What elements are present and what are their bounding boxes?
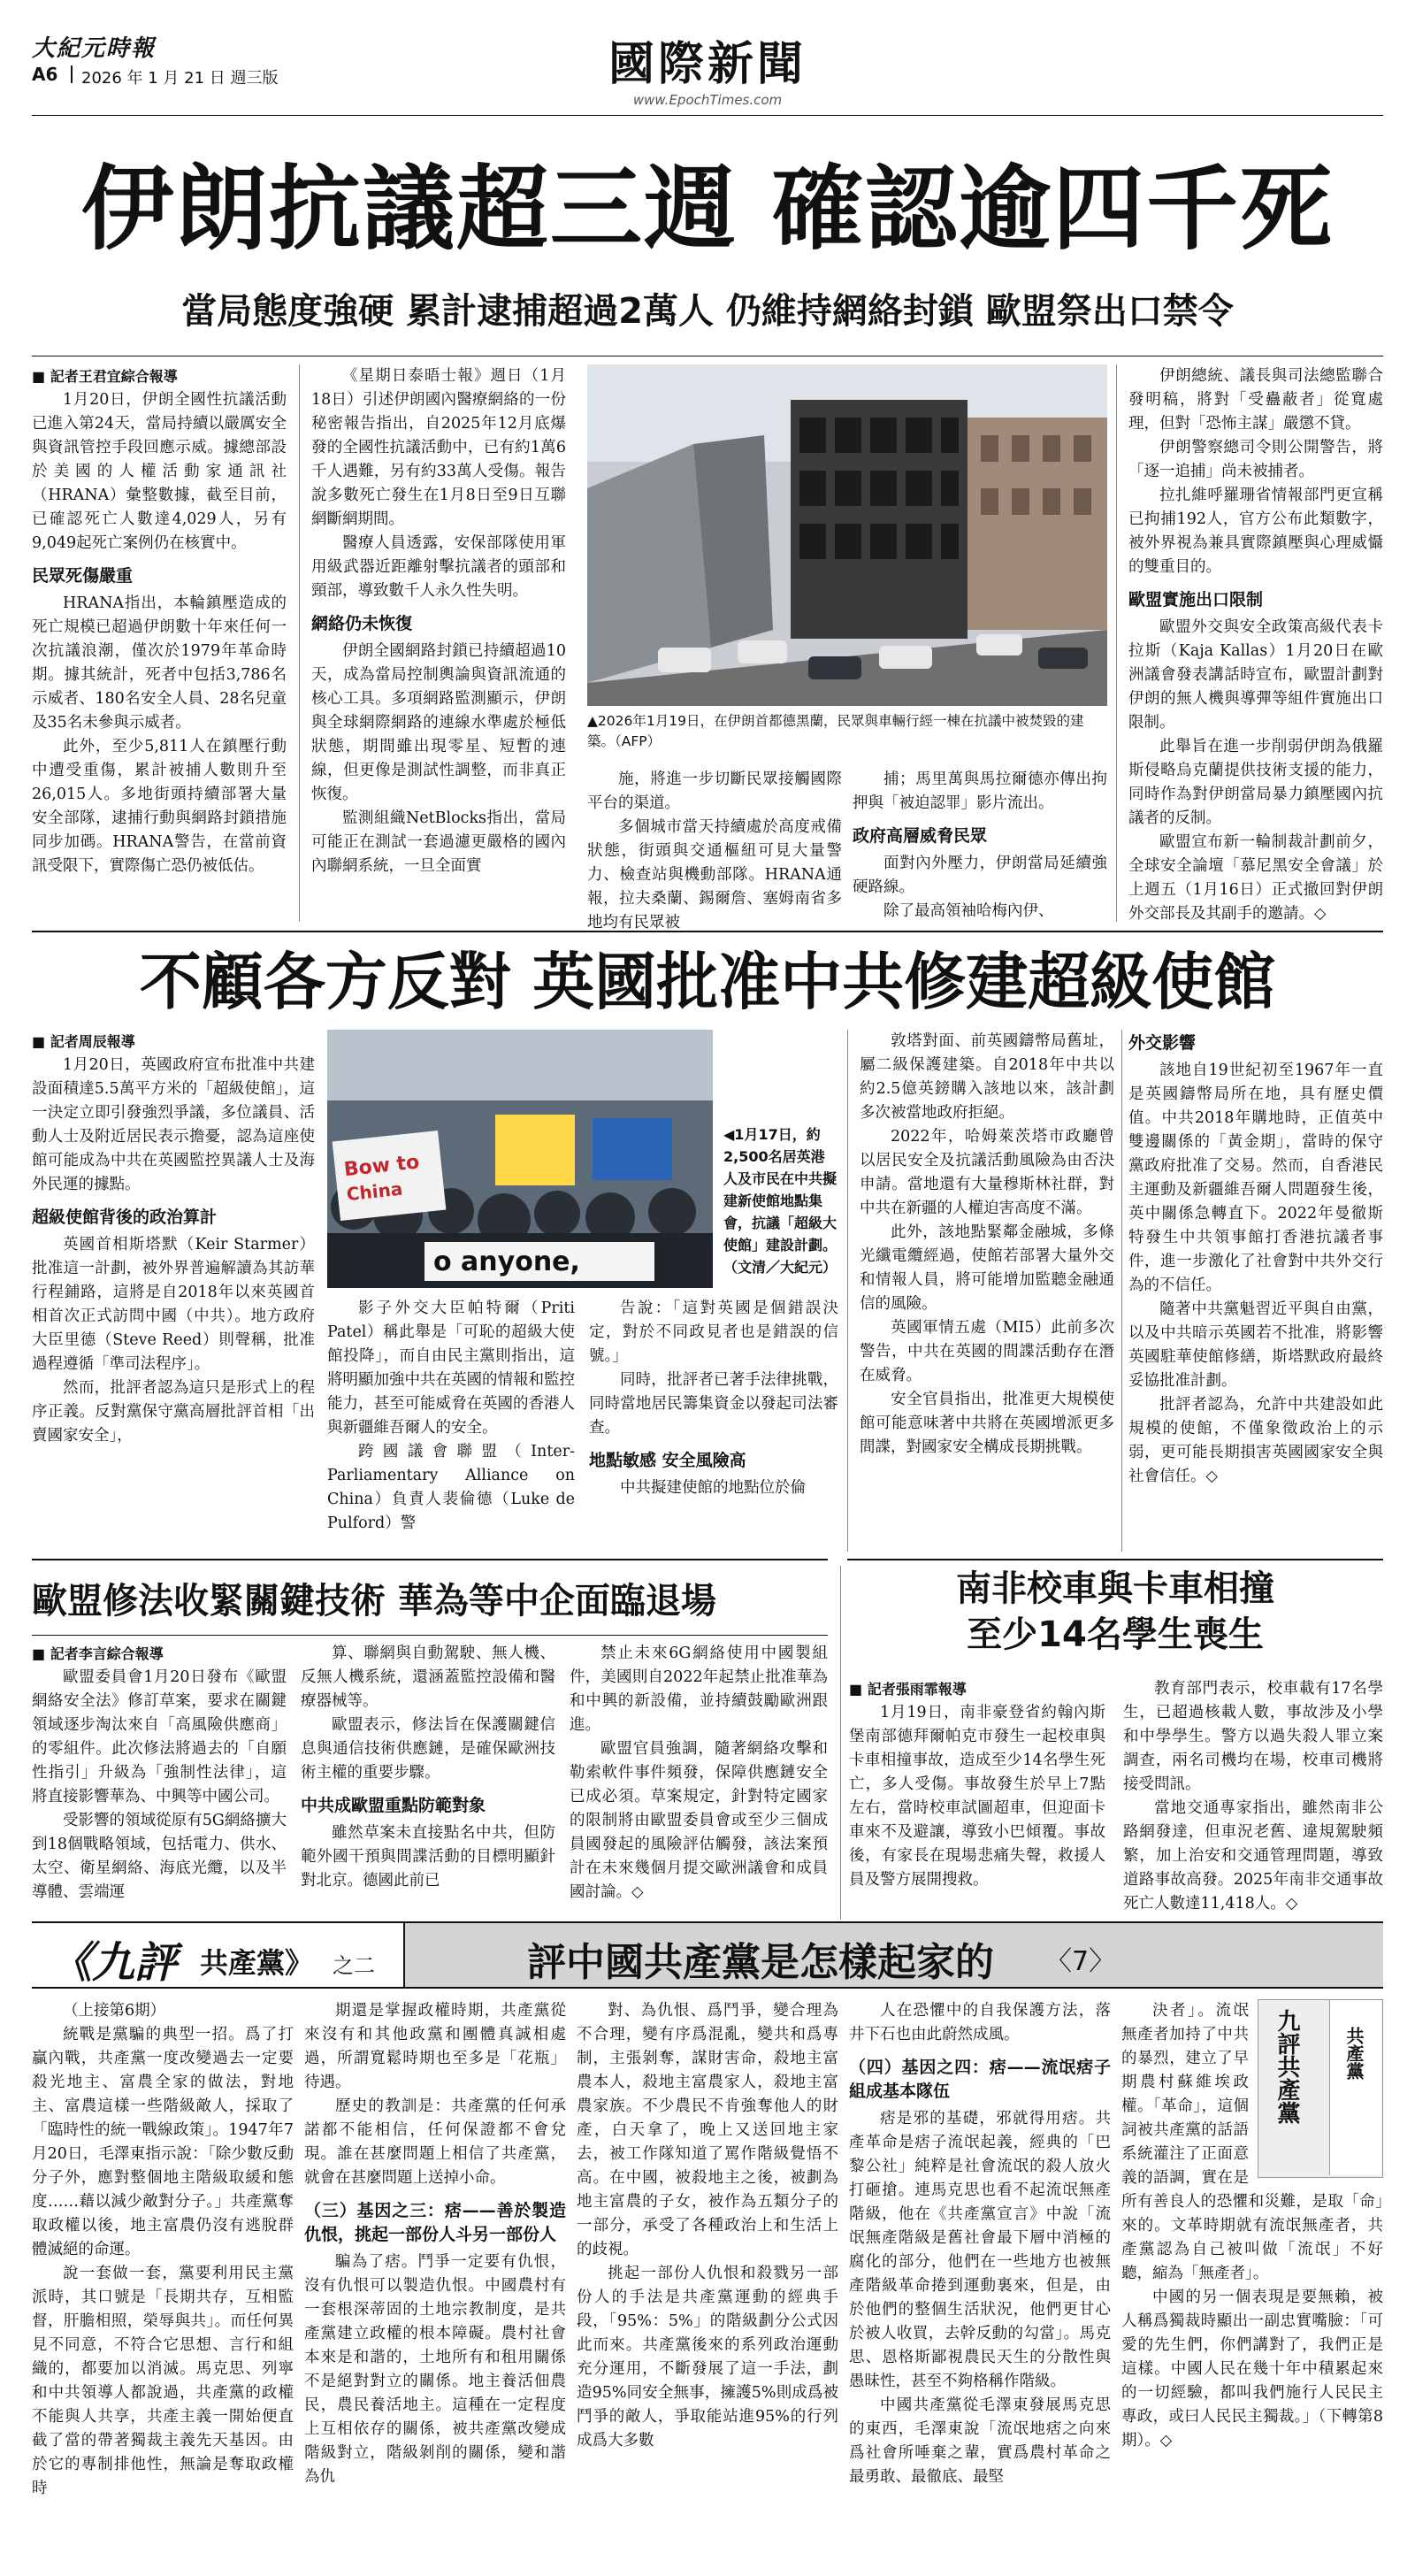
paragraph: 《星期日泰晤士報》週日（1月18日）引述伊朗國內醫療網絡的一份秘密報告指出，自2025年12月底爆發的全國性抗議活動中，已有約1萬6千人遇難，另有約33萬人受傷。報告說多數死亡發生在1月8日至9日互聯網斷網期間。 xyxy=(311,367,566,528)
paragraph: 敦塔對面、前英國鑄幣局舊址，屬二級保護建築。自2018年中共以約2.5億英鎊購入該地以來，該計劃多次被當地政府拒絕。 xyxy=(860,1032,1114,1122)
paragraph: 除了最高領袖哈梅內伊、 xyxy=(883,902,1054,920)
series-title: 評中國共產黨是怎樣起家的 xyxy=(527,1940,994,1985)
column-divider xyxy=(847,1030,848,1552)
paragraph: 該地自19世紀初至1967年一直是英國鑄幣局所在地，具有歷史價值。中共2018年購地時，正值英中雙邊關係的「黃金期」，當時的保守黨政府批准了交易。然而，自香港民主運動及新疆維吾爾人問題發生後，英中關係急轉直下。2022年曼徹斯特發生中共領事館打香港抗議者事件，進一步激化了社會對中共外交行為的不信任。 xyxy=(1128,1062,1383,1294)
paragraph: 拉扎維呼羅珊省情報部門更宣稱已拘捕192人，官方公布此類數字，被外界視為兼具實際鎮壓與心理威懾的雙重目的。 xyxy=(1128,487,1383,576)
paragraph: 此外，該地點緊鄰金融城，多條光纖電纜經過，使館若部署大量外交和情報人員，將可能增加監聽金融通信的風險。 xyxy=(860,1223,1114,1313)
story1-subhead: 當局態度強硬 累計逮捕超過2萬人 仍維持網絡封鎖 歐盟祭出口禁令 xyxy=(181,291,1234,332)
paragraph: 此外，至少5,811人在鎮壓行動中遭受重傷，累計被捕人數則升至26,015人。多地街頭持續部署大量安全部隊，逮捕行動與網路封鎖措施同步加碼。HRANA警告，在當前資訊受限下，實際傷亡恐仍被低估。 xyxy=(32,738,287,875)
paragraph: （上接第6期） xyxy=(63,2002,166,2020)
story2-col3 xyxy=(589,1297,838,1552)
paragraph: 統戰是黨騙的典型一招。爲了打贏內戰，共產黨一度改變過去一定要殺光地主、富農全家的做法，對地主、富農這樣一些階級敵人，採取了「臨時性的統一戰線政策」。1947年7月20日，毛澤東指示說：「除少數反動分子外，應對整個地主階級取緩和態度……藉以減少敵對分子。」共產黨奪取政權以後，地主富農仍沒有逃脫群體滅絕的命運。 xyxy=(32,2026,294,2258)
paragraph: 算、聯網與自動駕駛、無人機、反無人機系統，還涵蓋監控設備和醫療器械等。 xyxy=(301,1644,555,1710)
column-divider xyxy=(1116,364,1117,922)
svg-text:Bow to: Bow to xyxy=(342,1151,421,1182)
divider-bar xyxy=(71,65,73,83)
series-col5 xyxy=(1121,1999,1383,2565)
paragraph: 英國首相斯塔默（Keir Starmer）批准這一計劃，被外界普遍解讀為其訪華行程鋪路，這將是自2018年以來英國首相首次正式訪問中國（中共）。地方政府大臣里德（Steve Reed）則聲稱，批准過程遵循「準司法程序」。 xyxy=(32,1236,315,1373)
story2-col5 xyxy=(1128,1030,1383,1552)
paragraph: 受影響的領域從原有5G網絡擴大到18個戰略領域，包括電力、供水、太空、衛星網絡、海底光纜，以及半導體、雲端運 xyxy=(32,1812,287,1901)
svg-text:China: China xyxy=(345,1177,404,1206)
svg-text:o anyone,: o anyone, xyxy=(433,1246,580,1277)
paragraph: 歐盟外交與安全政策高級代表卡拉斯（Kaja Kallas）1月20日在歐洲議會發表講話時宣布，歐盟計劃對伊朗的無人機與導彈等組件實施出口限制。 xyxy=(1128,618,1383,732)
paragraph: 面對內外壓力，伊朗當局延續強硬路線。 xyxy=(853,855,1107,896)
story3-col1 xyxy=(32,1642,287,1907)
story1-col2 xyxy=(311,364,566,922)
subheading: 政府高層威脅民眾 xyxy=(853,826,988,846)
paragraph: 告說：「這對英國是個錯誤決定，對於不同政見者也是錯誤的信號。」 xyxy=(589,1300,838,1365)
story2-photo-caption: ◀1月17日，約2,500名居英港人及市民在中共擬建新使館地點集會，抗議「超級大使館」建設計劃。（文清／大紀元） xyxy=(723,1126,838,1276)
paragraph: 中共擬建使館的地點位於倫 xyxy=(620,1479,806,1497)
byline: ■ 記者張雨霏報導 xyxy=(849,1677,1105,1701)
story4-headline-line1: 南非校車與卡車相撞 xyxy=(956,1568,1274,1609)
story4-col1 xyxy=(849,1677,1105,1907)
story1-col3 xyxy=(587,768,842,932)
series-col2 xyxy=(304,1999,566,2565)
paragraph: 禁止未來6G網絡使用中國製組件，美國則自2022年起禁止批准華為和中興的新設備，並持續鼓勵歐洲跟進。 xyxy=(570,1644,828,1734)
series-logo xyxy=(32,1923,405,1987)
paragraph: 安全官員指出，批准更大規模使館可能意味著中共將在英國增派更多間諜，對國家安全構成長期挑戰。 xyxy=(860,1391,1114,1456)
subheading: 歐盟實施出口限制 xyxy=(1128,590,1264,610)
website[interactable]: www.EpochTimes.com xyxy=(632,92,783,108)
subheading: 網絡仍未恢復 xyxy=(311,614,413,633)
paragraph: 教育部門表示，校車載有17名學生，已超過核載人數，事故涉及小學和中學學生。警方以過失殺人罪立案調查，兩名司機均在場，校車司機將接受問訊。 xyxy=(1123,1680,1383,1793)
series-logo-tail: 之二 xyxy=(333,1953,375,1978)
issue-date: 2026 年 1 月 21 日 週三版 xyxy=(81,69,279,88)
paragraph: 歷史的教訓是：共產黨的任何承諾都不能相信，任何保證都不會兌現。誰在甚麼問題上相信了共產黨，就會在甚麼問題上送掉小命。 xyxy=(304,2097,566,2187)
byline: ■ 記者王君宜綜合報導 xyxy=(32,364,287,388)
section-title: 國際新聞 xyxy=(608,37,807,91)
masthead xyxy=(0,0,1415,150)
paragraph: 當地交通專家指出，雖然南非公路網發達，但車況老舊、違規駕駛頻繁，加上治安和交通管理問題，導致道路事故高發。2025年南非交通事故死亡人數達11,418人。◇ xyxy=(1123,1799,1383,1913)
story1-photo-caption: ▲2026年1月19日，在伊朗首都德黑蘭，民眾與車輛行經一棟在抗議中被焚毀的建築。（AFP） xyxy=(587,713,1084,749)
paragraph: 伊朗警察總司令則公開警告，將「逐一追捕」尚未被捕者。 xyxy=(1128,439,1383,480)
story2-photo xyxy=(327,1030,713,1288)
story3-col3 xyxy=(570,1642,828,1907)
book-cover xyxy=(1258,1999,1383,2178)
paragraph: 影子外交大臣帕特爾（Priti Patel）稱此舉是「可恥的超級大使館投降」，而自由民主黨則指出，這將明顯加強中共在英國的情報和監控能力，甚至可能威脅在英國的香港人與新疆維吾爾人的安全。 xyxy=(327,1300,575,1437)
subheading: （四）基因之四：痞——流氓痞子組成基本隊伍 xyxy=(849,2058,1111,2101)
story1-col4 xyxy=(853,768,1107,922)
paper-name: 大紀元時報 xyxy=(32,35,157,62)
series-col1 xyxy=(32,1999,294,2565)
subheading: 超級使館背後的政治算計 xyxy=(32,1208,218,1227)
paragraph: 歐盟宣布新一輪制裁計劃前夕，全球安全論壇「慕尼黑安全會議」於上週五（1月16日）正式撤回對伊朗外交部長及其副手的邀請。◇ xyxy=(1128,833,1383,923)
paragraph: 捕；馬里萬與馬拉爾德亦傳出拘押與「被迫認罪」影片流出。 xyxy=(853,770,1107,812)
paragraph: 監測組織NetBlocks指出，當局可能正在測試一套過濾更嚴格的國內內聯網系統，一旦全面實 xyxy=(311,809,566,875)
paragraph: 1月20日，伊朗全國性抗議活動已進入第24天，當局持續以嚴厲安全與資訊管控手段回應示威。據總部設於美國的人權活動家通訊社（HRANA）彙整數據，截至目前，已確認死亡人數達4,029人，另有9,049起死亡案例仍在核實中。 xyxy=(32,391,287,552)
column-divider xyxy=(1121,1030,1122,1552)
paragraph: 人在恐懼中的自我保護方法，落井下石也由此蔚然成風。 xyxy=(849,2002,1111,2043)
paragraph: 伊朗總統、議長與司法總監聯合發明稿，將對「受蠱蔽者」從寬處理，但對「恐怖主謀」嚴懲不貸。 xyxy=(1128,367,1383,433)
paragraph: 歐盟官員強調，隨著網絡攻擊和勒索軟件事件頻發，保障供應鏈安全已成必須。草案規定，針對特定國家的限制將由歐盟委員會或至少三個成員國發起的風險評估觸發，該法案預計在未來幾個月提交歐洲議會和成員國討論。◇ xyxy=(570,1740,828,1901)
story1-photo xyxy=(587,364,1107,706)
story1-col5 xyxy=(1128,364,1383,922)
story-separator xyxy=(32,1559,828,1560)
paragraph: 期還是掌握政權時期，共產黨從來沒有和其他政黨和團體真誠相處過，所謂寬鬆時期也至多是「花瓶」待遇。 xyxy=(304,2002,566,2091)
page-number: A6 xyxy=(32,64,58,85)
paragraph: 挑起一部份人仇恨和殺戮另一部份人的手法是共產黨運動的經典手段，「95%：5%」的階級劃分公式因此而來。共產黨後來的系列政治運動充分運用，不斷發展了這一手法，劃造95%同安全無事，擁護5%則成爲被鬥爭的敵人，爭取能站進95%的行列成爲大多數 xyxy=(577,2265,838,2450)
paragraph: 歐盟表示，修法旨在保護關鍵信息與通信技術供應鏈，是確保歐洲技術主權的重要步驟。 xyxy=(301,1716,555,1782)
paragraph: 此舉旨在進一步削弱伊朗為俄羅斯侵略烏克蘭提供技術支援的能力，同時作為對伊朗當局暴力鎮壓國內抗議者的反制。 xyxy=(1128,738,1383,827)
column-divider xyxy=(299,364,300,922)
subheading: 中共成歐盟重點防範對象 xyxy=(301,1796,486,1815)
book-subtitle: 共產黨 xyxy=(1343,2027,1365,2080)
story-separator xyxy=(32,931,1383,932)
paragraph: 決者」。流氓無產者加持了中共的暴烈，建立了早期農村蘇維埃政權。「革命」，這個詞被共產黨的話語系統灌注了正面意義的語調，實在是所有善良人的恐懼和災難，是取「命」來的。文革時期就有流氓無產者，共產黨認為自己被叫做「流氓」不好聽，縮為「無產者」。 xyxy=(1121,2002,1383,2282)
series-col3 xyxy=(577,1999,838,2565)
paragraph: 同時，批評者已著手法律挑戰，同時當地居民籌集資金以發起司法審查。 xyxy=(589,1371,838,1437)
subheading: 地點敏感 安全風險高 xyxy=(589,1451,746,1470)
paragraph: 批評者認為，允許中共建設如此規模的使館，不僅象徵政治上的示弱，更可能長期損害英國國家安全與社會信任。◇ xyxy=(1128,1396,1383,1485)
paragraph: 跨國議會聯盟（Inter-Parliamentary Alliance on China）負責人裴倫德（Luke de Pulford）警 xyxy=(327,1443,575,1532)
story4-headline-line2: 至少14名學生喪生 xyxy=(967,1614,1264,1655)
story2-col1 xyxy=(32,1030,315,1552)
paragraph: 中國共產黨從毛澤東發展馬克思的東西，毛澤東說「流氓地痞之向來爲社會所唾棄之輩，實爲農村革命之最勇敢、最徹底、最堅 xyxy=(849,2396,1111,2486)
story4-col2 xyxy=(1123,1677,1383,1913)
paragraph: 痞是邪的基礎，邪就得用痞。共產革命是痞子流氓起義，經典的「巴黎公社」純粹是社會流氓的殺人放火打砸搶。連馬克思也看不起流氓無產階級，他在《共產黨宣言》中說「流氓無產階級是舊社會最下層中消極的腐化的部分，他們在一些地方也被無產階級革命捲到運動裏來，但是，由於他們的整個生活狀況，他們更甘心於被人收買，去幹反動的勾當」。馬克思、恩格斯鄙視農民天生的分散性與愚昧性，甚至不夠格稱作階級。 xyxy=(849,2110,1111,2390)
paragraph: 1月20日，英國政府宣布批准中共建設面積達5.5萬平方米的「超級使館」，這一決定立即引發強烈爭議，多位議員、活動人士及附近居民表示擔憂，認為這座使館可能成為中共在英國監控異議人士及海外民運的據點。 xyxy=(32,1056,315,1193)
story1-col1 xyxy=(32,364,287,922)
paragraph: 說一套做一套，黨要利用民主黨派時，其口號是「長期共存，互相監督，肝膽相照，榮辱與共」。而任何異見不同意，不符合它思想、言行和組織的，都要加以消滅。馬克思、列寧和中共領導人都說過，共產黨的政權不能與人共享，共產主義一開始便直截了當的帶著獨裁主義先天基因。由於它的專制排他性，無論是奪取政權時 xyxy=(32,2265,294,2497)
paragraph: 隨著中共黨魁習近平與自由黨，以及中共暗示英國若不批准，將影響英國駐華使館修繕，斯塔默政府最終妥協批准計劃。 xyxy=(1128,1300,1383,1390)
subheading: （三）基因之三：痞——善於製造仇恨，挑起一部份人斗另一部份人 xyxy=(304,2201,566,2244)
book-title: 九評共產黨 xyxy=(1274,2009,1300,2124)
paragraph: 伊朗全國網路封鎖已持續超過10天，成為當局控制輿論與資訊流通的核心工具。多項網路監測顯示，伊朗與全球網際網路的連線水準處於極低狀態，期間雖出現零星、短暫的連線，但更像是測試性調整，而非真正恢復。 xyxy=(311,642,566,803)
byline: ■ 記者李言綜合報導 xyxy=(32,1642,287,1666)
series-logo-title: 《九評 xyxy=(50,1938,178,1988)
tehran-street-photo xyxy=(587,364,1107,706)
column-divider xyxy=(840,1566,841,1920)
paragraph: HRANA指出，本輪鎮壓造成的死亡規模已超過伊朗數十年來任何一次抗議浪潮，僅次於1979年革命時期。據其統計，死者中包括3,786名示威者、180名安全人員、28名兒童及35名未參與示威者。 xyxy=(32,594,287,732)
paragraph: 雖然草案未直接點名中共，但防範外國干預與間諜活動的目標明顯針對北京。德國此前已 xyxy=(301,1824,555,1890)
story3-col2 xyxy=(301,1642,555,1907)
story2-headline: 不顧各方反對 英國批准中共修建超級使館 xyxy=(139,946,1276,1018)
subheading: 外交影響 xyxy=(1128,1033,1197,1053)
subheading: 民眾死傷嚴重 xyxy=(32,566,134,586)
series-part: 〈7〉 xyxy=(1045,1946,1116,1977)
paragraph: 多個城市當天持續處於高度戒備狀態，街頭與交通樞紐可見大量警力、檢查站與機動部隊。HRANA通報，拉夫桑蘭、錫爾詹、塞姆南省多地均有民眾被 xyxy=(587,818,842,932)
paragraph: 2022年，哈姆萊茨塔市政廳曾以居民安全及抗議活動風險為由否決申請。當地還有大量穆斯林社群，對中共在新疆的人權迫害高度不滿。 xyxy=(860,1128,1114,1217)
story-separator xyxy=(847,1559,1383,1560)
paragraph: 英國軍情五處（MI5）此前多次警告，中共在英國的間諜活動存在潛在威脅。 xyxy=(860,1319,1114,1384)
story2-col4 xyxy=(860,1030,1114,1552)
protest-photo xyxy=(327,1030,713,1288)
paragraph: 醫療人員透露，安保部隊使用軍用級武器近距離射擊抗議者的頭部和頸部，導致數千人永久性失明。 xyxy=(311,534,566,600)
paragraph: 1月19日，南非豪登省約翰內斯堡南部德拜爾帕克市發生一起校車與卡車相撞事故，造成至少14名學生死亡，多人受傷。事故發生於早上7點左右，當時校車試圖超車，但迎面卡車來不及避讓，導致小巴傾覆。事故後，有家長在現場悲痛失聲，救援人員及警方展開搜救。 xyxy=(849,1704,1105,1889)
paragraph: 對、為仇恨、爲鬥爭，變合理為不合理，變有序爲混亂，變共和爲專制，主張剝奪，謀財害命，殺地主富農本人，殺地主富農家人，殺地主富農家族。不少農民不肯強奪他人的財產，白天拿了，晚上又送回地主家去，被工作隊知道了罵作階級覺悟不高。在中國，被殺地主之後，被劃為地主富農的子女，被作為五類分子的一部分，承受了各種政治上和生活上的歧視。 xyxy=(577,2002,838,2258)
story2-col2 xyxy=(327,1297,575,1552)
story3-headline: 歐盟修法收緊關鍵技術 華為等中企面臨退場 xyxy=(32,1581,716,1622)
masthead-rule xyxy=(32,115,1383,116)
paragraph: 騙為了痞。鬥爭一定要有仇恨，沒有仇恨可以製造仇恨。中國農村有一套根深蒂固的土地宗教制度，是共產黨建立政權的根本障礙。農村社會本來是和諧的，土地所有和租用關係不是絕對對立的關係。地主養活佃農民，農民養活地主。這種在一定程度上互相依存的關係，被共產黨改變成階級對立，階級剝削的關係，變和諧為仇 xyxy=(304,2253,566,2486)
paragraph: 然而，批評者認為這只是形式上的程序正義。反對黨保守黨高層批評首相「出賣國家安全」， xyxy=(32,1379,315,1445)
byline: ■ 記者周辰報導 xyxy=(32,1030,315,1054)
paragraph: 施，將進一步切斷民眾接觸國際平台的渠道。 xyxy=(587,770,842,812)
series-logo-sub: 共產黨》 xyxy=(200,1946,314,1980)
story3-rule xyxy=(32,1635,828,1636)
series-col4 xyxy=(849,1999,1111,2565)
story1-headline: 伊朗抗議超三週 確認逾四千死 xyxy=(80,154,1335,263)
paragraph: 中國的另一個表現是要無賴，被人稱爲獨裁時顯出一副忠實嘴臉：「可愛的先生們，你們講對了，我們正是這樣。中國人民在幾十年中積累起來的一切經驗，都叫我們施行人民民主專政，或曰人民民主獨裁。」（下轉第8期）。◇ xyxy=(1121,2288,1383,2450)
series-banner xyxy=(32,1921,1383,1989)
paragraph: 歐盟委員會1月20日發布《歐盟網絡安全法》修訂草案，要求在關鍵領域逐步淘汰來自「高風險供應商」的零組件。此次修法將過去的「自願性指引」升級為「強制性法律」，這將直接影響華為、中興等中國公司。 xyxy=(32,1668,287,1806)
